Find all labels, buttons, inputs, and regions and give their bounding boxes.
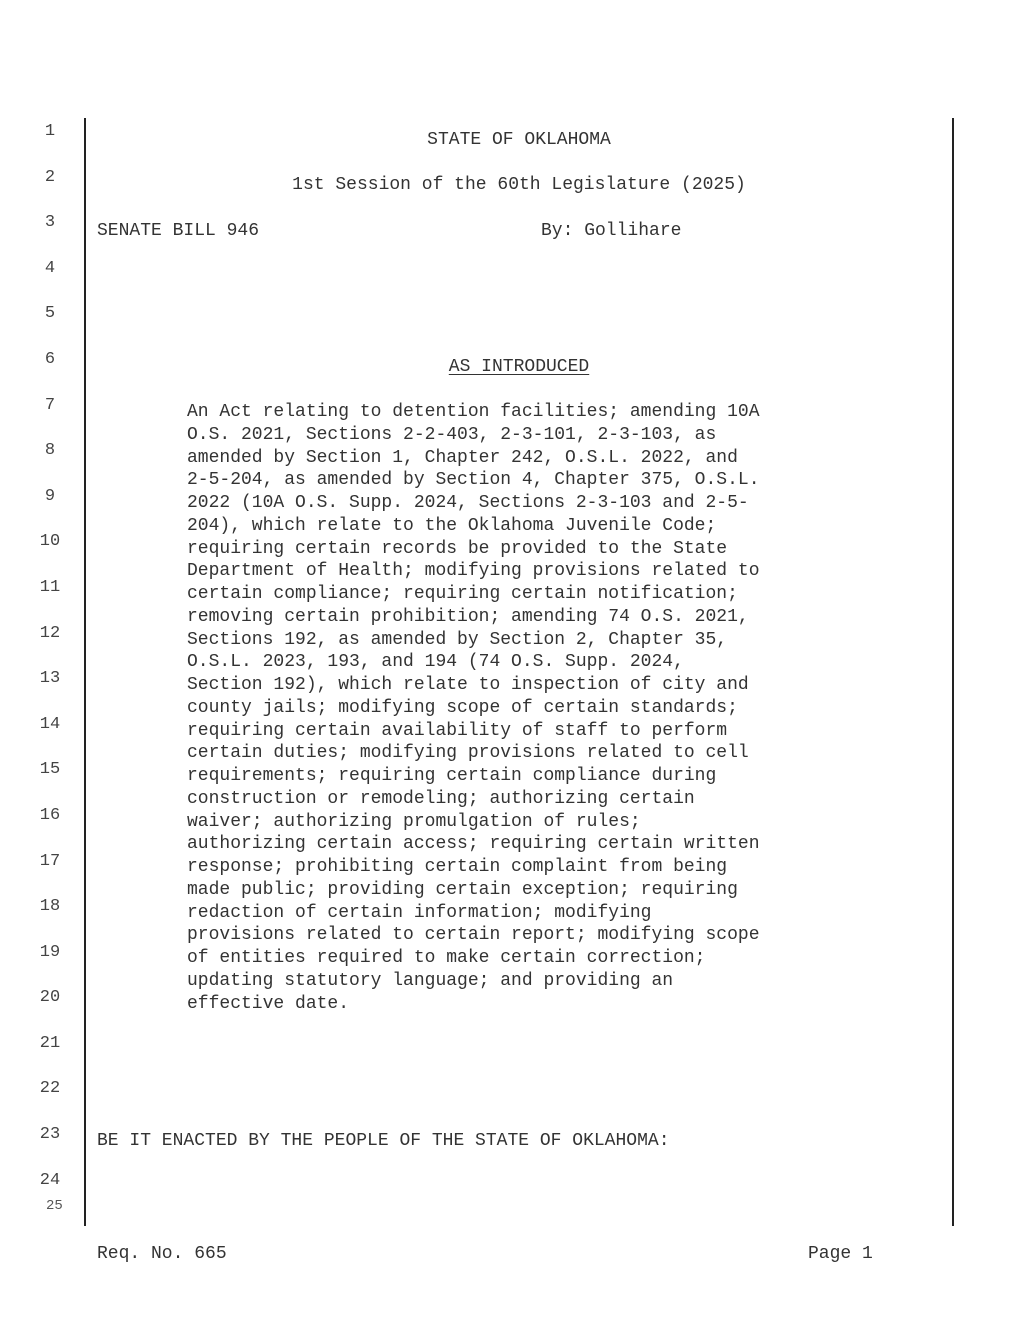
title-line: redaction of certain information; modifying	[187, 902, 652, 923]
introduced-status: AS INTRODUCED	[448, 357, 590, 377]
title-line: amended by Section 1, Chapter 242, O.S.L. 2022, and	[187, 447, 738, 468]
session-heading: 1st Session of the 60th Legislature (2025)	[292, 175, 746, 195]
title-line: updating statutory language; and providing an	[187, 970, 674, 991]
page-number: Page 1	[808, 1244, 873, 1264]
left-margin-rule	[84, 118, 86, 1226]
bill-author: By: Gollihare	[541, 221, 682, 241]
line-number-25-partial: 25	[46, 1199, 63, 1209]
title-line: effective date.	[187, 993, 350, 1014]
line-number: 24	[39, 1170, 61, 1190]
title-line: Department of Health; modifying provisions related to	[187, 561, 760, 582]
line-number: 6	[44, 349, 56, 369]
line-number: 4	[44, 258, 56, 278]
title-line: provisions related to certain report; modifying scope	[187, 925, 760, 946]
line-number: 1	[44, 122, 56, 141]
line-number: 5	[44, 304, 56, 324]
line-number: 7	[44, 395, 56, 415]
title-line: An Act relating to detention facilities; amending 10A	[187, 402, 760, 422]
line-number: 11	[39, 577, 61, 597]
state-heading: STATE OF OKLAHOMA	[427, 130, 611, 150]
line-number: 20	[39, 988, 61, 1008]
request-number: Req. No. 665	[97, 1244, 227, 1264]
line-number: 13	[39, 669, 61, 689]
right-margin-rule	[952, 118, 954, 1226]
title-line: O.S. 2021, Sections 2-2-403, 2-3-101, 2-3-103, as	[187, 424, 717, 445]
line-number: 12	[39, 623, 61, 643]
title-line: construction or remodeling; authorizing certain	[187, 788, 695, 809]
line-number: 16	[39, 805, 61, 825]
line-number: 15	[39, 760, 61, 780]
line-number-column	[30, 109, 70, 1203]
bill-number: SENATE BILL 946	[97, 221, 260, 241]
line-number: 17	[39, 851, 61, 871]
title-line: O.S.L. 2023, 193, and 194 (74 O.S. Supp. 2024,	[187, 652, 684, 673]
title-line: 2022 (10A O.S. Supp. 2024, Sections 2-3-103 and 2-5-	[187, 493, 749, 513]
line-number: 14	[39, 714, 61, 734]
line-number: 18	[39, 897, 61, 917]
title-line: county jails; modifying scope of certain standards;	[187, 697, 738, 718]
title-line: certain duties; modifying provisions related to cell	[187, 743, 749, 764]
line-number: 3	[44, 213, 56, 233]
title-line: response; prohibiting certain complaint from being	[187, 857, 728, 877]
title-line: Sections 192, as amended by Section 2, Chapter 35,	[187, 629, 728, 650]
title-line: 204), which relate to the Oklahoma Juvenile Code;	[187, 515, 717, 536]
line-number: 8	[44, 441, 56, 461]
title-line: of entities required to make certain correction;	[187, 948, 706, 968]
title-line: waiver; authorizing promulgation of rules;	[187, 811, 641, 832]
title-line: certain compliance; requiring certain notification;	[187, 584, 738, 604]
title-line: Section 192), which relate to inspection of city and	[187, 675, 749, 695]
line-number: 21	[39, 1033, 61, 1053]
bill-title-block	[187, 401, 867, 1015]
title-line: requiring certain availability of staff to perform	[187, 720, 728, 741]
line-number: 9	[44, 486, 56, 506]
title-line: authorizing certain access; requiring certain written	[187, 834, 760, 855]
title-line: 2-5-204, as amended by Section 4, Chapter 375, O.S.L.	[187, 470, 760, 491]
line-number: 22	[39, 1079, 61, 1099]
line-number: 23	[39, 1125, 61, 1145]
title-line: made public; providing certain exception; requiring	[187, 879, 738, 900]
enacting-clause: BE IT ENACTED BY THE PEOPLE OF THE STATE OF OKLAHOMA:	[97, 1131, 670, 1151]
line-number: 10	[39, 532, 61, 552]
title-line: removing certain prohibition; amending 74 O.S. 2021,	[187, 606, 749, 627]
title-line: requiring certain records be provided to the State	[187, 538, 728, 559]
line-number: 19	[39, 942, 61, 962]
line-number: 2	[44, 167, 56, 187]
title-line: requirements; requiring certain compliance during	[187, 766, 717, 786]
